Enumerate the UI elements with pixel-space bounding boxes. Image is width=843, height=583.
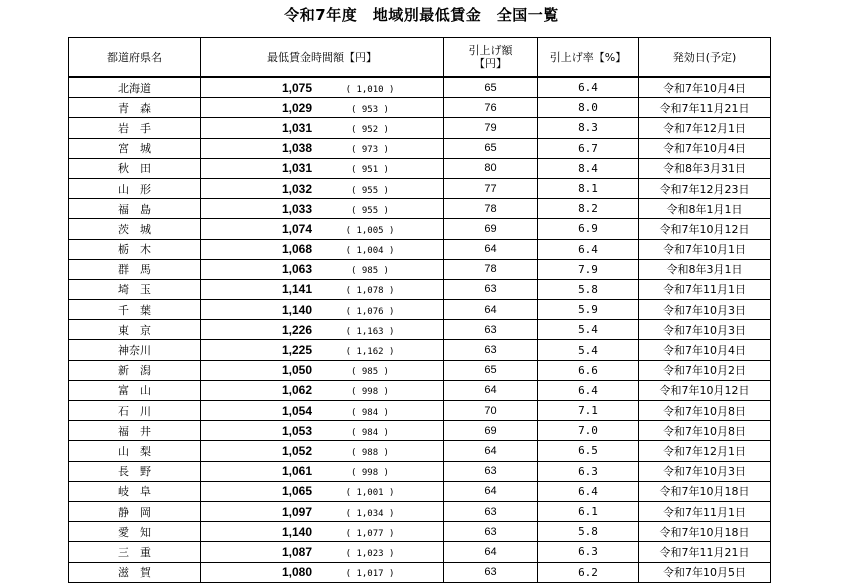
increase-cell: 64 <box>444 481 538 501</box>
header-increase <box>444 38 538 78</box>
previous-wage: ( 1,004 ) <box>345 246 395 257</box>
previous-wage: ( 1,017 ) <box>345 569 395 580</box>
header-increase-line1: 引上げ額 <box>468 44 513 57</box>
table-row <box>69 320 771 340</box>
increase-cell: 65 <box>444 77 538 98</box>
rate-cell: 8.1 <box>538 178 639 198</box>
wage-cell <box>201 199 444 219</box>
table-row <box>69 401 771 421</box>
table-row <box>69 360 771 380</box>
prefecture-cell: 秋 田 <box>69 158 201 178</box>
previous-wage: ( 1,034 ) <box>345 508 395 519</box>
table-row <box>69 219 771 239</box>
prefecture-cell: 青 森 <box>69 98 201 118</box>
prefecture-cell: 富 山 <box>69 380 201 400</box>
increase-cell: 63 <box>444 279 538 299</box>
header-increase-line2: 【円】 <box>474 57 507 70</box>
increase-cell: 70 <box>444 401 538 421</box>
previous-wage: ( 955 ) <box>351 185 389 196</box>
rate-cell: 6.3 <box>538 461 639 481</box>
table-row <box>69 279 771 299</box>
effective-date-cell: 令和7年10月4日 <box>639 138 771 158</box>
table-row <box>69 98 771 118</box>
table-row <box>69 421 771 441</box>
wage-amount: 1,080 <box>281 565 313 580</box>
table-row <box>69 380 771 400</box>
wage-amount: 1,075 <box>281 80 313 95</box>
table-row <box>69 239 771 259</box>
previous-wage: ( 1,076 ) <box>345 306 395 317</box>
rate-cell: 8.4 <box>538 158 639 178</box>
wage-amount: 1,062 <box>281 383 313 398</box>
wage-amount: 1,225 <box>281 343 313 358</box>
effective-date-cell: 令和8年3月1日 <box>639 259 771 279</box>
increase-cell: 63 <box>444 340 538 360</box>
table-row <box>69 562 771 582</box>
increase-cell: 63 <box>444 522 538 542</box>
wage-cell <box>201 522 444 542</box>
rate-cell: 7.0 <box>538 421 639 441</box>
previous-wage: ( 985 ) <box>351 266 389 277</box>
effective-date-cell: 令和7年10月3日 <box>639 461 771 481</box>
prefecture-cell: 岐 阜 <box>69 481 201 501</box>
table-header-row <box>69 38 771 78</box>
increase-cell: 63 <box>444 562 538 582</box>
wage-cell <box>201 98 444 118</box>
rate-cell: 6.3 <box>538 542 639 562</box>
wage-cell <box>201 118 444 138</box>
minimum-wage-table <box>68 37 771 583</box>
table-row <box>69 522 771 542</box>
increase-cell: 64 <box>444 441 538 461</box>
effective-date-cell: 令和7年10月2日 <box>639 360 771 380</box>
increase-cell: 78 <box>444 199 538 219</box>
increase-cell: 63 <box>444 461 538 481</box>
wage-amount: 1,029 <box>281 100 313 115</box>
rate-cell: 8.0 <box>538 98 639 118</box>
increase-cell: 76 <box>444 98 538 118</box>
prefecture-cell: 茨 城 <box>69 219 201 239</box>
page-title: 令和7年度 地域別最低賃金 全国一覧 <box>284 6 559 24</box>
wage-amount: 1,068 <box>281 242 313 257</box>
effective-date-cell: 令和7年10月3日 <box>639 300 771 320</box>
wage-amount: 1,074 <box>281 221 313 236</box>
table-row <box>69 542 771 562</box>
wage-cell <box>201 340 444 360</box>
effective-date-cell: 令和7年10月18日 <box>639 481 771 501</box>
table-row <box>69 340 771 360</box>
wage-amount: 1,031 <box>281 161 313 176</box>
effective-date-cell: 令和7年11月21日 <box>639 542 771 562</box>
previous-wage: ( 953 ) <box>351 104 389 115</box>
wage-cell <box>201 138 444 158</box>
rate-cell: 8.2 <box>538 199 639 219</box>
effective-date-cell: 令和7年10月8日 <box>639 401 771 421</box>
header-effective-date: 発効日(予定) <box>639 38 771 78</box>
previous-wage: ( 1,163 ) <box>345 326 395 337</box>
header-prefecture: 都道府県名 <box>69 38 201 78</box>
wage-amount: 1,140 <box>281 302 313 317</box>
increase-cell: 65 <box>444 360 538 380</box>
previous-wage: ( 951 ) <box>351 165 389 176</box>
wage-cell <box>201 320 444 340</box>
wage-amount: 1,061 <box>281 464 313 479</box>
increase-cell: 64 <box>444 542 538 562</box>
effective-date-cell: 令和7年10月18日 <box>639 522 771 542</box>
wage-cell <box>201 401 444 421</box>
increase-cell: 77 <box>444 178 538 198</box>
rate-cell: 6.4 <box>538 77 639 98</box>
previous-wage: ( 1,023 ) <box>345 548 395 559</box>
effective-date-cell: 令和7年12月23日 <box>639 178 771 198</box>
table-row <box>69 441 771 461</box>
effective-date-cell: 令和7年10月3日 <box>639 320 771 340</box>
prefecture-cell: 福 島 <box>69 199 201 219</box>
table-row <box>69 138 771 158</box>
wage-amount: 1,053 <box>281 423 313 438</box>
rate-cell: 6.1 <box>538 501 639 521</box>
prefecture-cell: 埼 玉 <box>69 279 201 299</box>
rate-cell: 6.6 <box>538 360 639 380</box>
wage-amount: 1,097 <box>281 504 313 519</box>
wage-cell <box>201 562 444 582</box>
wage-amount: 1,226 <box>281 322 313 337</box>
wage-cell <box>201 380 444 400</box>
wage-amount: 1,140 <box>281 524 313 539</box>
rate-cell: 7.1 <box>538 401 639 421</box>
increase-cell: 63 <box>444 501 538 521</box>
increase-cell: 69 <box>444 219 538 239</box>
table-row <box>69 199 771 219</box>
prefecture-cell: 石 川 <box>69 401 201 421</box>
wage-cell <box>201 219 444 239</box>
prefecture-cell: 群 馬 <box>69 259 201 279</box>
previous-wage: ( 984 ) <box>351 407 389 418</box>
wage-amount: 1,141 <box>281 282 313 297</box>
wage-cell <box>201 421 444 441</box>
effective-date-cell: 令和7年10月1日 <box>639 239 771 259</box>
effective-date-cell: 令和8年1月1日 <box>639 199 771 219</box>
wage-amount: 1,050 <box>281 363 313 378</box>
table-row <box>69 501 771 521</box>
increase-cell: 63 <box>444 320 538 340</box>
wage-cell <box>201 441 444 461</box>
prefecture-cell: 長 野 <box>69 461 201 481</box>
table-row <box>69 118 771 138</box>
prefecture-cell: 新 潟 <box>69 360 201 380</box>
rate-cell: 6.4 <box>538 481 639 501</box>
previous-wage: ( 985 ) <box>351 367 389 378</box>
previous-wage: ( 1,005 ) <box>345 225 395 236</box>
wage-cell <box>201 77 444 98</box>
effective-date-cell: 令和7年10月5日 <box>639 562 771 582</box>
previous-wage: ( 952 ) <box>351 124 389 135</box>
prefecture-cell: 三 重 <box>69 542 201 562</box>
previous-wage: ( 984 ) <box>351 427 389 438</box>
effective-date-cell: 令和7年10月12日 <box>639 380 771 400</box>
wage-cell <box>201 461 444 481</box>
table-row <box>69 158 771 178</box>
effective-date-cell: 令和7年10月4日 <box>639 340 771 360</box>
prefecture-cell: 東 京 <box>69 320 201 340</box>
wage-amount: 1,032 <box>281 181 313 196</box>
increase-cell: 65 <box>444 138 538 158</box>
previous-wage: ( 955 ) <box>351 205 389 216</box>
effective-date-cell: 令和7年11月1日 <box>639 279 771 299</box>
increase-cell: 79 <box>444 118 538 138</box>
previous-wage: ( 1,078 ) <box>345 286 395 297</box>
effective-date-cell: 令和7年12月1日 <box>639 118 771 138</box>
table-row <box>69 481 771 501</box>
increase-cell: 78 <box>444 259 538 279</box>
rate-cell: 5.4 <box>538 340 639 360</box>
effective-date-cell: 令和7年11月1日 <box>639 501 771 521</box>
wage-cell <box>201 279 444 299</box>
rate-cell: 5.4 <box>538 320 639 340</box>
wage-cell <box>201 178 444 198</box>
table-body <box>69 77 771 582</box>
table-row <box>69 77 771 98</box>
rate-cell: 6.2 <box>538 562 639 582</box>
rate-cell: 6.7 <box>538 138 639 158</box>
rate-cell: 5.9 <box>538 300 639 320</box>
previous-wage: ( 1,162 ) <box>345 347 395 358</box>
increase-cell: 80 <box>444 158 538 178</box>
wage-cell <box>201 158 444 178</box>
rate-cell: 6.5 <box>538 441 639 461</box>
effective-date-cell: 令和7年12月1日 <box>639 441 771 461</box>
prefecture-cell: 静 岡 <box>69 501 201 521</box>
prefecture-cell: 宮 城 <box>69 138 201 158</box>
wage-amount: 1,038 <box>281 141 313 156</box>
table-row <box>69 300 771 320</box>
prefecture-cell: 滋 賀 <box>69 562 201 582</box>
rate-cell: 5.8 <box>538 279 639 299</box>
prefecture-cell: 栃 木 <box>69 239 201 259</box>
increase-cell: 69 <box>444 421 538 441</box>
previous-wage: ( 1,010 ) <box>345 84 395 95</box>
wage-cell <box>201 542 444 562</box>
previous-wage: ( 973 ) <box>351 145 389 156</box>
increase-cell: 64 <box>444 300 538 320</box>
prefecture-cell: 山 形 <box>69 178 201 198</box>
table-row <box>69 178 771 198</box>
increase-cell: 64 <box>444 380 538 400</box>
previous-wage: ( 998 ) <box>351 468 389 479</box>
prefecture-cell: 山 梨 <box>69 441 201 461</box>
table-row <box>69 461 771 481</box>
table-row <box>69 259 771 279</box>
wage-amount: 1,033 <box>281 201 313 216</box>
prefecture-cell: 千 葉 <box>69 300 201 320</box>
wage-cell <box>201 481 444 501</box>
increase-cell: 64 <box>444 239 538 259</box>
previous-wage: ( 998 ) <box>351 387 389 398</box>
previous-wage: ( 1,001 ) <box>345 488 395 499</box>
rate-cell: 6.4 <box>538 239 639 259</box>
wage-amount: 1,065 <box>281 484 313 499</box>
wage-amount: 1,052 <box>281 443 313 458</box>
prefecture-cell: 福 井 <box>69 421 201 441</box>
previous-wage: ( 988 ) <box>351 447 389 458</box>
effective-date-cell: 令和7年10月12日 <box>639 219 771 239</box>
wage-cell <box>201 259 444 279</box>
effective-date-cell: 令和7年10月8日 <box>639 421 771 441</box>
wage-amount: 1,063 <box>281 262 313 277</box>
effective-date-cell: 令和8年3月31日 <box>639 158 771 178</box>
wage-cell <box>201 300 444 320</box>
prefecture-cell: 愛 知 <box>69 522 201 542</box>
wage-amount: 1,087 <box>281 544 313 559</box>
rate-cell: 5.8 <box>538 522 639 542</box>
rate-cell: 6.9 <box>538 219 639 239</box>
header-wage: 最低賃金時間額【円】 <box>201 38 444 78</box>
prefecture-cell: 岩 手 <box>69 118 201 138</box>
effective-date-cell: 令和7年10月4日 <box>639 77 771 98</box>
header-rate: 引上げ率【%】 <box>538 38 639 78</box>
rate-cell: 6.4 <box>538 380 639 400</box>
rate-cell: 7.9 <box>538 259 639 279</box>
wage-cell <box>201 239 444 259</box>
rate-cell: 8.3 <box>538 118 639 138</box>
previous-wage: ( 1,077 ) <box>345 528 395 539</box>
prefecture-cell: 北海道 <box>69 77 201 98</box>
wage-amount: 1,031 <box>281 120 313 135</box>
wage-cell <box>201 501 444 521</box>
prefecture-cell: 神奈川 <box>69 340 201 360</box>
wage-amount: 1,054 <box>281 403 313 418</box>
wage-cell <box>201 360 444 380</box>
effective-date-cell: 令和7年11月21日 <box>639 98 771 118</box>
